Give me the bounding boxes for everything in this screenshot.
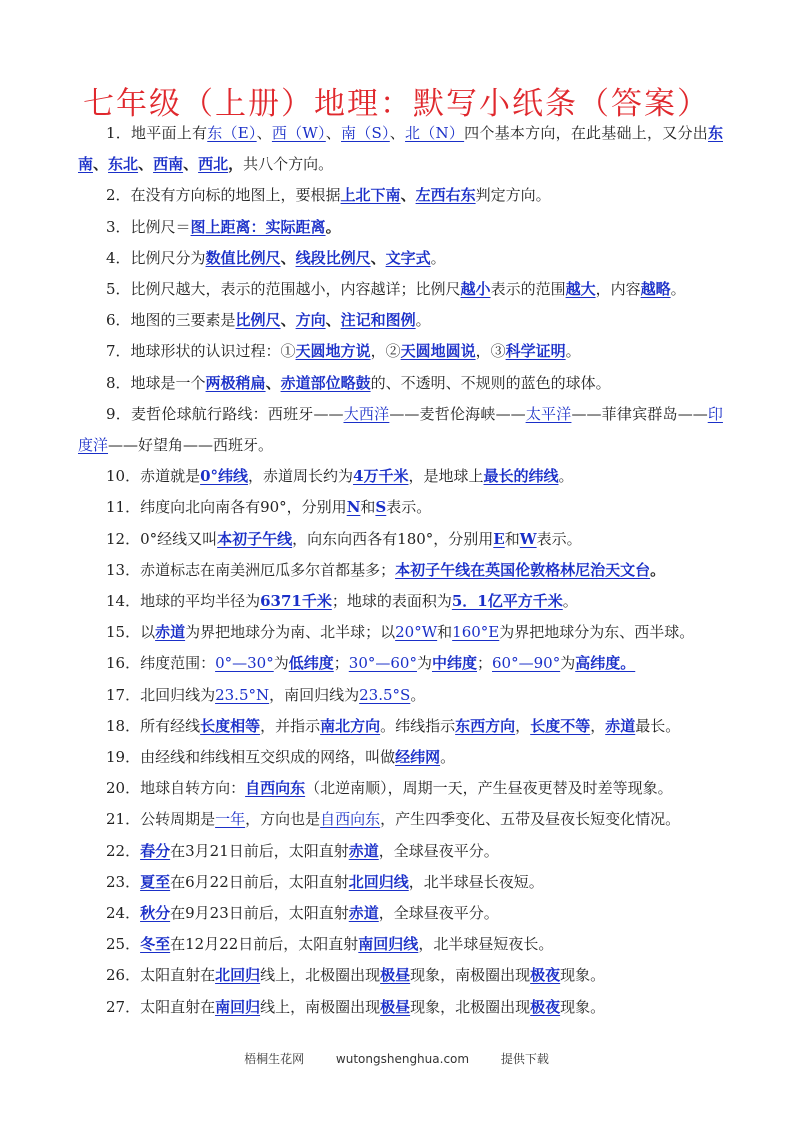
answer-text: 天圆地方说 xyxy=(295,342,371,361)
answer-text: 自西向东 xyxy=(320,810,381,829)
answer-text: 本初子午线在英国伦敦格林尼治天文台 xyxy=(395,560,651,579)
item-text: ，全球昼夜平分。 xyxy=(378,904,499,923)
answer-text: 0°—30° xyxy=(215,654,274,673)
list-item xyxy=(78,586,723,617)
answer-text: 极夜 xyxy=(530,997,561,1016)
answer-text: 左西右东 xyxy=(415,186,476,205)
answer-text: 低纬度 xyxy=(288,654,334,673)
item-text: 。 xyxy=(650,560,666,579)
answer-text: 本初子午线 xyxy=(217,529,293,548)
answer-text: 太平洋 xyxy=(525,404,572,423)
footer xyxy=(0,1050,793,1067)
item-text: 、 xyxy=(389,124,406,142)
page-title: 七年级（上册）地理：默写小纸条（答案） xyxy=(83,86,710,122)
item-text: 27．太阳直射在 xyxy=(106,997,216,1016)
item-text: 、 xyxy=(93,155,109,174)
item-text: 判定方向。 xyxy=(475,186,551,205)
answer-text: 南（S） xyxy=(341,124,390,142)
item-text: 最长。 xyxy=(635,716,681,735)
answer-text: 春分 xyxy=(140,841,171,860)
item-text: 7．地球形状的认识过程：① xyxy=(106,342,296,361)
item-text: 、 xyxy=(400,186,416,205)
item-text: 15．以 xyxy=(106,623,156,642)
item-text: 在3月21日前后，太阳直射 xyxy=(170,841,349,860)
list-item xyxy=(78,773,723,804)
answer-text: N xyxy=(346,498,361,517)
item-text: 。 xyxy=(562,592,578,611)
answer-text: 北（N） xyxy=(405,124,465,142)
answer-text: 赤道 xyxy=(605,716,636,735)
answer-text: 注记和图例 xyxy=(340,311,416,330)
answer-text: 极昼 xyxy=(380,966,411,985)
item-text: 21．公转周期是 xyxy=(106,810,216,829)
item-text: 25． xyxy=(106,935,141,954)
answer-text: 30°—60° xyxy=(348,654,417,673)
answer-text: 中纬度 xyxy=(431,654,477,673)
list-item xyxy=(78,804,723,835)
list-item xyxy=(78,336,723,367)
item-text: 9．麦哲伦球航行路线：西班牙—— xyxy=(106,404,344,423)
item-text: 17．北回归线为 xyxy=(106,685,216,704)
answer-list xyxy=(78,118,723,1023)
list-item xyxy=(78,461,723,492)
item-text: 表示。 xyxy=(536,529,582,548)
item-text: 19．由经线和纬线相互交织成的网络，叫做 xyxy=(106,748,396,767)
item-text: 8．地球是一个 xyxy=(106,373,206,392)
item-text: 24． xyxy=(106,904,141,923)
answer-text: 方向 xyxy=(295,311,326,330)
item-text: 和 xyxy=(504,529,520,548)
item-text: ，是地球上 xyxy=(408,467,484,486)
item-text: ——麦哲伦海峡—— xyxy=(389,404,526,423)
list-item xyxy=(78,992,723,1023)
answer-text: 赤道部位略鼓 xyxy=(280,373,371,392)
list-item xyxy=(78,555,723,586)
item-text: 18．所有经线 xyxy=(106,716,201,735)
item-text: ， xyxy=(228,155,244,174)
item-text: ，北半球昼短夜长。 xyxy=(418,935,554,954)
item-text: 1．地平面上有 xyxy=(106,124,208,142)
answer-text: 北回归线 xyxy=(348,872,409,891)
item-text: 、 xyxy=(325,124,342,142)
item-text: ，向东向西各有180°，分别用 xyxy=(292,529,494,548)
answer-text: 极夜 xyxy=(530,966,561,985)
item-text: 和 xyxy=(437,623,453,642)
item-text: 表示的范围 xyxy=(490,280,566,299)
answer-text: 印度洋 xyxy=(78,404,723,455)
item-text: 、 xyxy=(370,248,386,267)
item-text: ，北半球昼长夜短。 xyxy=(408,872,544,891)
item-text: 在9月23日前后，太阳直射 xyxy=(170,904,349,923)
item-text: 现象。 xyxy=(560,997,606,1016)
item-text: ，赤道周长约为 xyxy=(248,467,354,486)
answer-text: 5．1亿平方千米 xyxy=(451,592,563,611)
item-text: 20．地球自转方向： xyxy=(106,779,246,798)
answer-text: 60°—90° xyxy=(492,654,561,673)
answer-text: 越略 xyxy=(640,280,671,299)
answer-text: 赤道 xyxy=(348,841,379,860)
answer-text: 东（E） xyxy=(207,124,257,142)
answer-text: 高纬度。 xyxy=(575,654,636,673)
item-text: ，全球昼夜平分。 xyxy=(378,841,499,860)
item-text: 现象，南极圈出现 xyxy=(410,966,531,985)
item-text: 6．地图的三要素是 xyxy=(106,311,236,330)
item-text: 10．赤道就是 xyxy=(106,467,201,486)
list-item xyxy=(78,929,723,960)
answer-text: 西南 xyxy=(153,155,184,174)
answer-text: 南北方向 xyxy=(320,716,381,735)
item-text: 。 xyxy=(558,467,574,486)
list-item xyxy=(78,742,723,773)
item-text: 、 xyxy=(325,311,341,330)
answer-text: 比例尺 xyxy=(235,311,281,330)
answer-text: W xyxy=(519,529,537,548)
list-item xyxy=(78,212,723,243)
list-item xyxy=(78,524,723,555)
item-text: 11．纬度向北向南各有90°，分别用 xyxy=(106,498,347,517)
list-item xyxy=(78,118,723,180)
item-text: 、 xyxy=(183,155,199,174)
item-text: 。 xyxy=(670,280,686,299)
list-item xyxy=(78,648,723,679)
list-item xyxy=(78,274,723,305)
item-text: 为界把地球分为南、北半球；以 xyxy=(185,623,396,642)
item-text: 。纬线指示 xyxy=(380,716,456,735)
item-text: 为 xyxy=(560,654,576,673)
list-item xyxy=(78,898,723,929)
item-text: 和 xyxy=(360,498,376,517)
item-text: 四个基本方向，在此基础上，又分出 xyxy=(464,124,708,142)
list-item xyxy=(78,680,723,711)
answer-text: 经纬网 xyxy=(395,748,441,767)
item-text: 。 xyxy=(410,685,426,704)
answer-text: 东北 xyxy=(108,155,139,174)
item-text: 表示。 xyxy=(386,498,432,517)
list-item xyxy=(78,305,723,336)
answer-text: 大西洋 xyxy=(343,404,390,423)
item-text: ——好望角——西班牙。 xyxy=(108,436,274,455)
item-text: 在6月22日前后，太阳直射 xyxy=(170,872,349,891)
item-text: 、 xyxy=(265,373,281,392)
answer-text: 23.5°N xyxy=(215,685,270,704)
item-text: 。 xyxy=(415,311,431,330)
answer-text: 上北下南 xyxy=(340,186,401,205)
list-item xyxy=(78,368,723,399)
item-text: 的、不透明、不规则的蓝色的球体。 xyxy=(370,373,611,392)
answer-text: 长度相等 xyxy=(200,716,261,735)
item-text: ，② xyxy=(370,342,401,361)
answer-text: 自西向东 xyxy=(245,779,306,798)
footer-note: 提供下载 xyxy=(500,1052,549,1066)
item-text: 线上，北极圈出现 xyxy=(260,966,381,985)
answer-text: 160°E xyxy=(452,623,500,642)
item-text: 为界把地球分为东、西半球。 xyxy=(499,623,695,642)
answer-text: 北回归 xyxy=(215,966,261,985)
item-text: 、 xyxy=(138,155,154,174)
answer-text: 最长的纬线 xyxy=(483,467,559,486)
item-text: 现象。 xyxy=(560,966,606,985)
item-text: 。 xyxy=(440,748,456,767)
list-item xyxy=(78,836,723,867)
item-text: 26．太阳直射在 xyxy=(106,966,216,985)
item-text: ——菲律宾群岛—— xyxy=(571,404,708,423)
list-item xyxy=(78,243,723,274)
item-text: 、 xyxy=(280,248,296,267)
answer-text: 6371千米 xyxy=(260,592,332,611)
answer-text: 一年 xyxy=(215,810,246,829)
item-text: 。 xyxy=(430,248,446,267)
item-text: 13．赤道标志在南美洲厄瓜多尔首都基多； xyxy=(106,560,396,579)
item-text: 为 xyxy=(416,654,432,673)
answer-text: E xyxy=(493,529,505,548)
answer-text: 东西方向 xyxy=(455,716,516,735)
item-text: 5．比例尺越大，表示的范围越小，内容越详；比例尺 xyxy=(106,280,461,299)
answer-text: 夏至 xyxy=(140,872,171,891)
item-text: 2．在没有方向标的地图上，要根据 xyxy=(106,186,341,205)
item-text: 共八个方向。 xyxy=(243,155,334,174)
footer-url[interactable]: wutongshenghua.com xyxy=(335,1052,470,1066)
answer-text: 极昼 xyxy=(380,997,411,1016)
answer-text: S xyxy=(375,498,387,517)
list-item xyxy=(78,960,723,991)
list-item xyxy=(78,617,723,648)
item-text: ，南回归线为 xyxy=(269,685,360,704)
list-item xyxy=(78,711,723,742)
item-text: ， xyxy=(515,716,531,735)
answer-text: 赤道 xyxy=(348,904,379,923)
answer-text: 科学证明 xyxy=(505,342,566,361)
item-text: 现象，北极圈出现 xyxy=(410,997,531,1016)
item-text: 12．0°经线又叫 xyxy=(106,529,218,548)
answer-text: 赤道 xyxy=(155,623,186,642)
item-text: ，方向也是 xyxy=(245,810,321,829)
item-text: 、 xyxy=(256,124,272,142)
answer-text: 图上距离：实际距离 xyxy=(190,217,326,236)
answer-text: 数值比例尺 xyxy=(205,248,281,267)
item-text: ，内容 xyxy=(595,280,641,299)
item-text: ；地球的表面积为 xyxy=(331,592,452,611)
answer-text: 文字式 xyxy=(385,248,431,267)
answer-text: 4万千米 xyxy=(353,467,409,486)
answer-text: 秋分 xyxy=(140,904,171,923)
list-item xyxy=(78,399,723,461)
item-text: ； xyxy=(477,654,493,673)
item-text: 线上，南极圈出现 xyxy=(260,997,381,1016)
answer-text: 南回归线 xyxy=(358,935,419,954)
answer-text: 0°纬线 xyxy=(200,467,249,486)
item-text: 14．地球的平均半径为 xyxy=(106,592,261,611)
answer-text: 天圆地圆说 xyxy=(400,342,476,361)
item-text: ，产生四季变化、五带及昼夜长短变化情况。 xyxy=(380,810,681,829)
answer-text: 线段比例尺 xyxy=(295,248,371,267)
item-text: ，并指示 xyxy=(260,716,321,735)
list-item xyxy=(78,867,723,898)
answer-text: 长度不等 xyxy=(530,716,591,735)
item-text: 3．比例尺＝ xyxy=(106,217,191,236)
footer-site: 梧桐生花网 xyxy=(244,1052,305,1066)
answer-text: 西北 xyxy=(198,155,229,174)
item-text: 23． xyxy=(106,872,141,891)
answer-text: 东南 xyxy=(78,124,723,174)
list-item xyxy=(78,180,723,211)
answer-text: 南回归 xyxy=(215,997,261,1016)
list-item xyxy=(78,492,723,523)
item-text: 、 xyxy=(280,311,296,330)
item-text: 22． xyxy=(106,841,141,860)
item-text: 为 xyxy=(273,654,289,673)
answer-text: 23.5°S xyxy=(359,685,411,704)
item-text: 4．比例尺分为 xyxy=(106,248,206,267)
item-text: 。 xyxy=(325,217,341,236)
answer-text: 西（W） xyxy=(271,124,326,142)
item-text: ， xyxy=(590,716,606,735)
item-text: 在12月22日前后，太阳直射 xyxy=(170,935,359,954)
answer-text: 20°W xyxy=(395,623,438,642)
item-text: 。 xyxy=(565,342,581,361)
answer-text: 越大 xyxy=(565,280,596,299)
item-text: （北逆南顺），周期一天，产生昼夜更替及时差等现象。 xyxy=(305,779,673,798)
item-text: ； xyxy=(333,654,349,673)
item-text: 16．纬度范围： xyxy=(106,654,216,673)
answer-text: 两极稍扁 xyxy=(205,373,266,392)
answer-text: 冬至 xyxy=(140,935,171,954)
answer-text: 越小 xyxy=(460,280,491,299)
item-text: ，③ xyxy=(475,342,506,361)
